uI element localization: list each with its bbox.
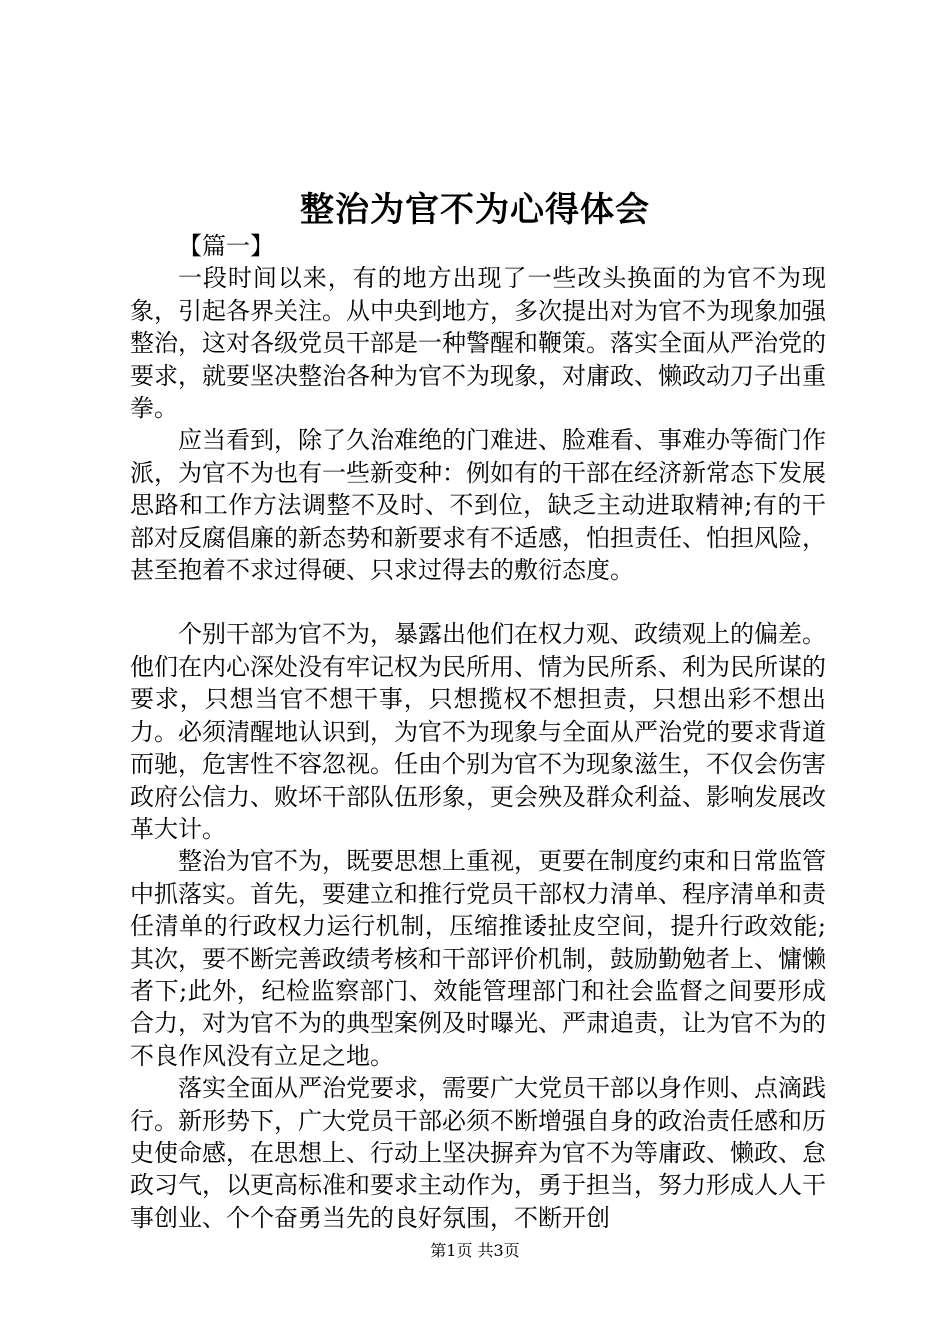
paragraph-2: 应当看到，除了久治难绝的门难进、脸难看、事难办等衙门作派，为官不为也有一些新变种：例如有的干部在经济新常态下发展思路和工作方法调整不及时、不到位，缺乏主动进取精神;有的干部对反腐倡廉的新态势和新要求有不适感，怕担责任、怕担风险，甚至抱着不求过得硬、只求过得去的敷衍态度。 <box>130 426 826 585</box>
paragraph-5: 落实全面从严治党要求，需要广大党员干部以身作则、点滴践行。新形势下，广大党员干部必须不断增强自身的政治责任感和历史使命感，在思想上、行动上坚决摒弃为官不为等庸政、懒政、怠政习气，以更高标准和要求主动作为，勇于担当，努力形成人人干事创业、个个奋勇当先的良好氛围，不断开创 <box>130 1074 826 1232</box>
paragraph-4: 整治为官不为，既要思想上重视，更要在制度约束和日常监管中抓落实。首先，要建立和推行党员干部权力清单、程序清单和责任清单的行政权力运行机制，压缩推诿扯皮空间，提升行政效能;其次，要不断完善政绩考核和干部评价机制，鼓励勤勉者上、慵懒者下;此外，纪检监察部门、效能管理部门和社会监督之间要形成合力，对为官不为的典型案例及时曝光、严肃追责，让为官不为的不良作风没有立足之地。 <box>130 847 826 1070</box>
document-title: 整治为官不为心得体会 <box>300 190 650 230</box>
paragraph-3: 个别干部为官不为，暴露出他们在权力观、政绩观上的偏差。他们在内心深处没有牢记权为民所用、情为民所系、利为民所谋的要求，只想当官不想干事，只想揽权不想担责，只想出彩不想出力。必须清醒地认识到，为官不为现象与全面从严治党的要求背道而驰，危害性不容忽视。任由个别为官不为现象滋生，不仅会伤害政府公信力、败坏干部队伍形象，更会殃及群众利益、影响发展改革大计。 <box>130 620 826 843</box>
document-body <box>130 230 826 1234</box>
paragraph-1: 一段时间以来，有的地方出现了一些改头换面的为官不为现象，引起各界关注。从中央到地方，多次提出对为官不为现象加强整治，这对各级党员干部是一种警醒和鞭策。落实全面从严治党的要求，就要坚决整治各种为官不为现象，对庸政、懒政动刀子出重拳。 <box>130 264 826 423</box>
section-label: 【篇一】 <box>178 232 274 260</box>
page-footer: 第1页 共3页 <box>430 1241 520 1260</box>
